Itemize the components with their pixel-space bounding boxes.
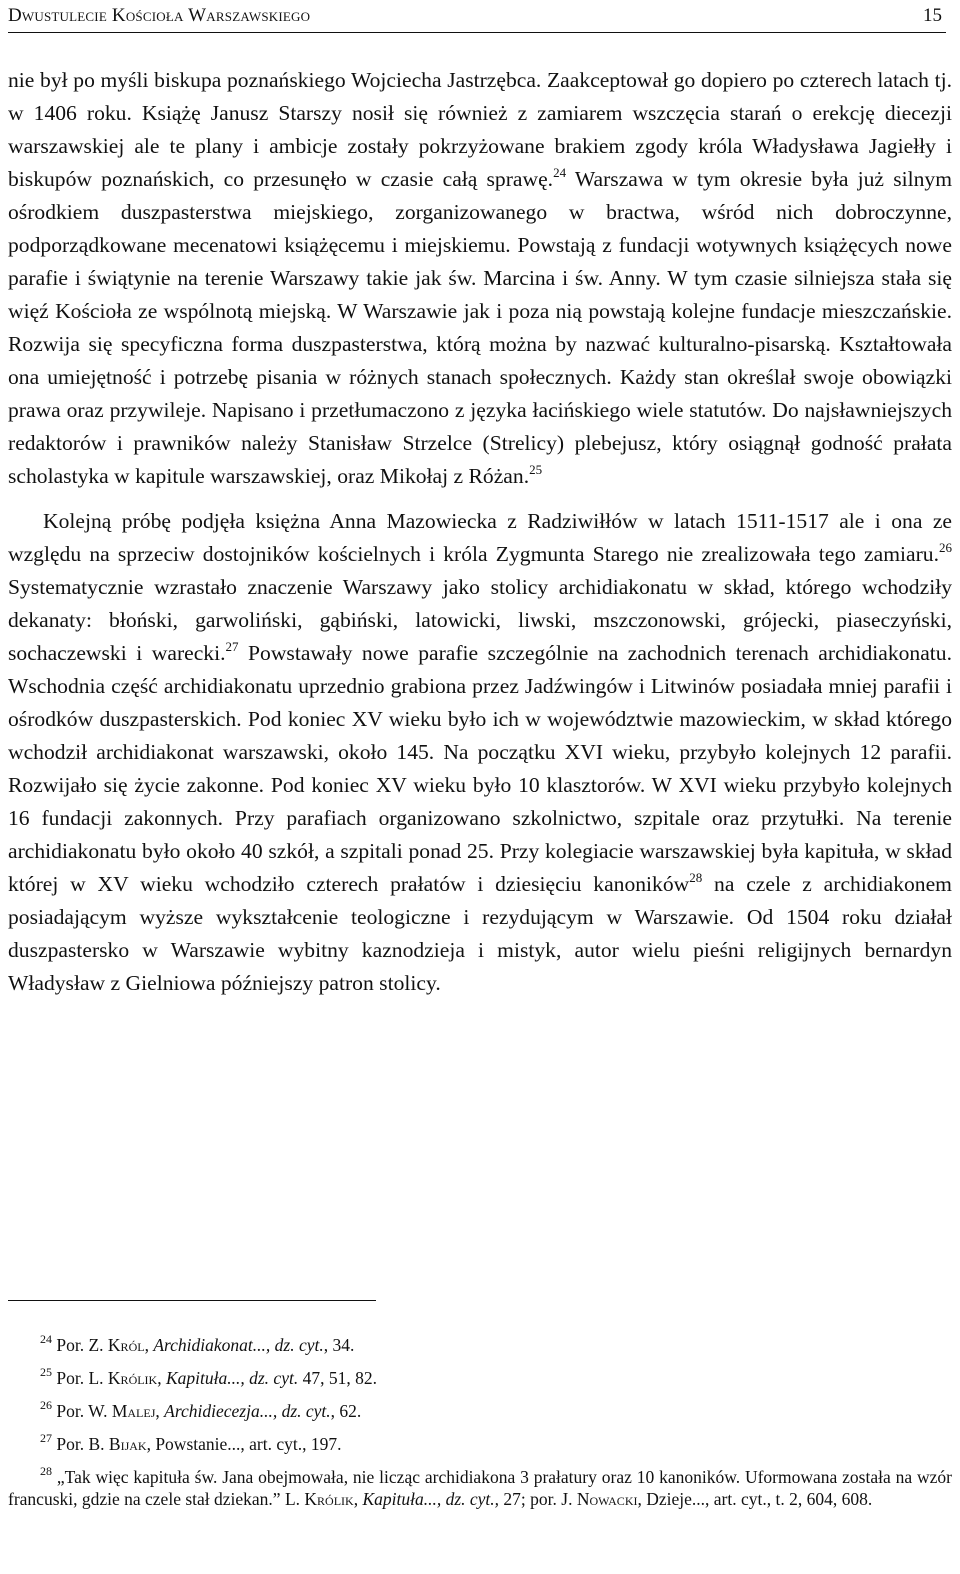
page-number: 15 (923, 5, 942, 26)
author-name: Nowacki (576, 1489, 638, 1509)
text-run: Por. L. (56, 1368, 108, 1388)
text-run: , 62. (330, 1401, 362, 1421)
text-run: , Powstanie..., art. cyt., 197. (146, 1434, 342, 1454)
paragraph (8, 505, 952, 1000)
author-name: Bijak (108, 1434, 147, 1454)
text-run: Systematycznie wzrastało znaczenie Warszawy jako stolicy archidiakonatu w skład, którego wchodziły dekanaty: błoński, garwoliński, gąbiński, latowicki, liwski, mszczonowski, grójecki, piaseczyński, sochaczewski i warecki. (8, 575, 952, 665)
work-title: Archidiakonat..., dz. cyt. (153, 1335, 324, 1355)
author-name: Król (107, 1335, 145, 1355)
text-run: Por. B. (56, 1434, 109, 1454)
footnote-number: 25 (40, 1365, 52, 1379)
text-run: , 34. (323, 1335, 355, 1355)
paragraph (8, 64, 952, 493)
footnote-reference[interactable]: 24 (553, 165, 567, 180)
footnote (8, 1466, 952, 1510)
footnote-reference[interactable]: 28 (689, 870, 703, 885)
text-run: 47, 51, 82. (298, 1368, 377, 1388)
footnote-separator (8, 1300, 376, 1301)
text-run: Kolejną próbę podjęła księżna Anna Mazowiecka z Radziwiłłów w latach 1511-1517 ale i ona ze względu na sprzeciw dostojników kościelnych i króla Zygmunta Starego nie zrealizowała tego zamiaru. (8, 509, 952, 566)
author-name: Królik (304, 1489, 354, 1509)
footnote-reference[interactable]: 25 (529, 462, 543, 477)
author-name: Malej (111, 1401, 156, 1421)
body-text (8, 64, 952, 1000)
text-run: , (144, 1335, 154, 1355)
footnote-reference[interactable]: 26 (939, 540, 952, 555)
text-run: , (353, 1489, 363, 1509)
running-header (8, 2, 946, 33)
footnote-number: 27 (40, 1431, 52, 1445)
footnote (8, 1400, 952, 1422)
text-run: Warszawa w tym okresie była już silnym ośrodkiem duszpasterstwa miejskiego, zorganizowanego w bractwa, wśród nich dobroczynne, podporządkowane mecenatowi książęcemu i miejskiemu. Powstają z fundacji wotywnych książęcych nowe parafie i świątynie na terenie Warszawy takie jak św. Marcina i św. Anny. W tym czasie silniejsza stała się więź Kościoła ze wspólnotą miejską. W Warszawie jak i poza nią powstają kolejne fundacje mieszczańskie. Rozwija się specyficzna forma duszpasterstwa, którą można by nazwać kulturalno-pisarską. Kształtowała ona umiejętność i potrzebę pisania w różnych stanach społecznych. Każdy stan określał swoje obowiązki prawa oraz przywileje. Napisano i przetłumaczono z języka łacińskiego wiele statutów. Do najsławniejszych redaktorów i prawników należy Stanisław Strzelce (Strelicy) plebejusz, który osiągnął godność prałata scholastyka w kapitule warszawskiej, oraz Mikołaj z Różan. (8, 167, 952, 488)
text-run: Powstawały nowe parafie szczególnie na zachodnich terenach archidiakonatu. Wschodnia część archidiakonatu uprzednio grabiona przez Jadźwingów i Litwinów posiadała mniej parafii i ośrodków duszpasterskich. Pod koniec XV wieku było ich w województwie mazowieckim, w skład którego wchodził archidiakonat warszawski, około 145. Na początku XVI wieku, przybyło kolejnych 12 parafii. Rozwijało się życie zakonne. Pod koniec XV wieku było 10 klasztorów. W XVI wieku przybyło kolejnych 16 fundacji zakonnych. Przy parafiach organizowano szkolnictwo, szpitale oraz przytułki. Na terenie archidiakonatu było około 40 szkół, a szpitali ponad 25. Przy kolegiacie warszawskiej była kapituła, w skład której w XV wieku wchodziło czterech prałatów i dziesięciu kanoników (8, 641, 952, 896)
footnote (8, 1433, 952, 1455)
running-title: Dwustulecie Kościoła Warszawskiego (8, 5, 311, 26)
footnote (8, 1367, 952, 1389)
footnotes (8, 1334, 952, 1521)
text-run: Por. W. (56, 1401, 112, 1421)
footnote (8, 1334, 952, 1356)
text-run: Por. Z. (56, 1335, 108, 1355)
footnote-reference[interactable]: 27 (225, 639, 239, 654)
footnote-number: 26 (40, 1398, 52, 1412)
footnote-number: 28 (40, 1464, 52, 1478)
text-run: „Tak więc kapituła św. Jana obejmowała, nie licząc archidiakona 3 prałatury oraz 10 kanoników. Uformowana została na wzór francuski, gdzie na czele stał dziekan.” L. (8, 1467, 952, 1509)
text-run: , (155, 1401, 165, 1421)
text-run: , (157, 1368, 166, 1388)
text-run: na czele z archidiakonem posiadającym wyższe wykształcenie teologiczne i rezydującym w Warszawie. Od 1504 roku działał duszpastersko w Warszawie wybitny kaznodzieja i mistyk, autor wielu pieśni religijnych bernardyn Władysław z Gielniowa późniejszy patron stolicy. (8, 872, 952, 995)
text-run: , Dzieje..., art. cyt., t. 2, 604, 608. (637, 1489, 873, 1509)
work-title: Kapituła..., dz. cyt. (165, 1368, 299, 1388)
footnote-number: 24 (40, 1332, 52, 1346)
work-title: Kapituła..., dz. cyt., (362, 1489, 500, 1509)
text-run: 27; por. J. (499, 1489, 577, 1509)
text-run: nie był po myśli biskupa poznańskiego Wojciecha Jastrzębca. Zaakceptował go dopiero po czterech latach tj. w 1406 roku. Książę Janusz Starszy nosił się również z zamiarem wszczęcia starań o erekcję diecezji warszawskiej ale te plany i ambicje zostały pokrzyżowane brakiem zgody króla Władysława Jagiełły i biskupów poznańskich, co przesunęło w czasie całą sprawę. (8, 68, 952, 191)
work-title: Archidiecezja..., dz. cyt. (164, 1401, 331, 1421)
author-name: Królik (107, 1368, 158, 1388)
